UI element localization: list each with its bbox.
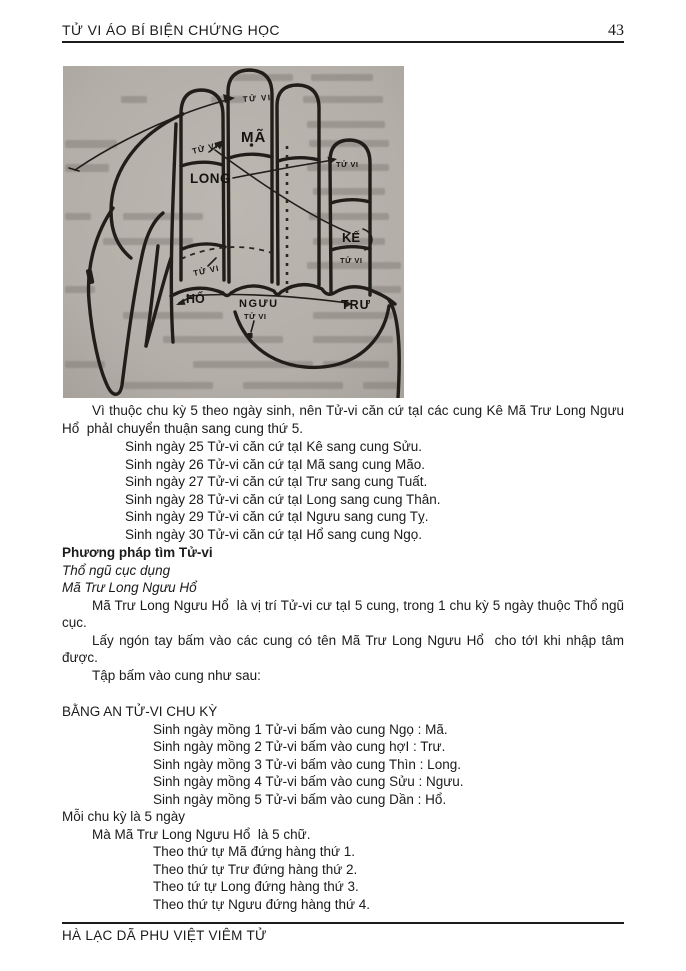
label-tuvi-nguu: TỬ VI [244, 312, 267, 321]
page-header [62, 22, 624, 43]
list-item: Sinh ngày mồng 3 Tử-vi bấm vào cung Thìn : Long. [153, 756, 461, 772]
list-item: Theo thứ tự Mã đứng hàng thứ 1. [153, 844, 356, 859]
label-long: LONG [190, 171, 231, 186]
list-item: Sinh ngày mồng 4 Tử-vi bấm vào cung Sửu : Ngưu. [153, 774, 464, 789]
list-item: Sinh ngày mồng 5 Tử-vi bấm vào cung Dần : Hổ. [153, 791, 447, 807]
list-item: Sinh ngày 25 Tử-vi căn cứ tạI Kê sang cung Sửu. [125, 439, 423, 454]
method-section [62, 544, 624, 684]
label-tuvi-index: TỬ VI [191, 140, 220, 156]
label-tru: TRƯ [341, 298, 372, 312]
method-subheading-2: Mã Trư Long Ngưu Hổ [62, 580, 197, 595]
list-item: Sinh ngày 28 Tử-vi căn cứ tạI Long sang cung Thân. [125, 491, 441, 507]
list-item: Sinh ngày 27 Tử-vi căn cứ tạI Trư sang cung Tuất. [125, 474, 428, 489]
list-item: Theo tứ tự Long đứng hàng thứ 3. [153, 879, 359, 894]
list-item: Sinh ngày 30 Tử-vi căn cứ tạI Hổ sang cung Ngọ. [125, 526, 422, 542]
label-tuvi-top: TỬ VI [242, 93, 272, 104]
list-item: Theo thứ tự Trư đứng hàng thứ 2. [153, 861, 358, 877]
paragraph-lay-ngon: Lấy ngón tay bấm vào các cung có tên Mã Trư Long Ngưu Hổ cho tớI khi nhập tâm được. [62, 632, 624, 665]
list-item: Theo thứ tự Ngưu đứng hàng thứ 4. [153, 896, 371, 912]
page-header-title: TỬ VI ÁO BÍ BIỆN CHỨNG HỌC [62, 22, 280, 38]
paragraph-tap-bam: Tập bấm vào cung như sau: [92, 667, 261, 683]
label-ho: HỔ [186, 292, 205, 306]
label-tuvi-pinky-low: TỬ VI [340, 256, 363, 265]
method-heading: Phương pháp tìm Tử-vi [62, 545, 213, 560]
footer-text: HÀ LẠC DÃ PHU VIỆT VIÊM TỬ [62, 928, 267, 943]
ma-line: Mà Mã Trư Long Ngưu Hổ là 5 chữ. [92, 826, 311, 842]
sinh-day-list [125, 438, 441, 543]
paragraph-intro: Vì thuộc chu kỳ 5 theo ngày sinh, nên Tử-vi căn cứ tạI các cung Kê Mã Trư Long Ngưu Hổ phảI chuyển thuận sang cung thứ 5. [62, 403, 624, 436]
list-item: Sinh ngày mồng 1 Tử-vi bấm vào cung Ngọ : Mã. [153, 721, 448, 737]
page-number: 43 [608, 22, 624, 39]
list-item: Sinh ngày 26 Tử-vi căn cứ tạI Mã sang cung Mão. [125, 456, 425, 472]
paragraph-ma-tru: Mã Trư Long Ngưu Hổ là vị trí Tử-vi cư tạI 5 cung, trong 1 chu kỳ 5 ngày thuộc Thổ ngũ cục. [62, 597, 624, 630]
hand-diagram-figure [63, 66, 404, 398]
method-subheading-1: Thổ ngũ cục dụng [62, 562, 171, 578]
page-footer [62, 922, 624, 943]
hand-diagram-svg [63, 66, 404, 398]
label-nguu: NGƯU [239, 298, 279, 310]
label-tuvi-pinky-top: TỬ VI [336, 160, 359, 169]
bang-heading: BẰNG AN TỬ-VI CHU KỲ [62, 704, 218, 719]
label-ke: KẾ [342, 230, 361, 245]
list-item: Sinh ngày mồng 2 Tử-vi bấm vào cung hợI : Trư. [153, 739, 446, 754]
moi-chu-ky-line: Mỗi chu kỳ là 5 ngày [62, 809, 186, 824]
bang-section [62, 703, 624, 913]
list-item: Sinh ngày 29 Tử-vi căn cứ tạI Ngưu sang cung Tỵ. [125, 509, 429, 524]
label-ma: MÃ [241, 129, 267, 146]
label-tuvi-palm: TỬ VI [192, 263, 221, 278]
